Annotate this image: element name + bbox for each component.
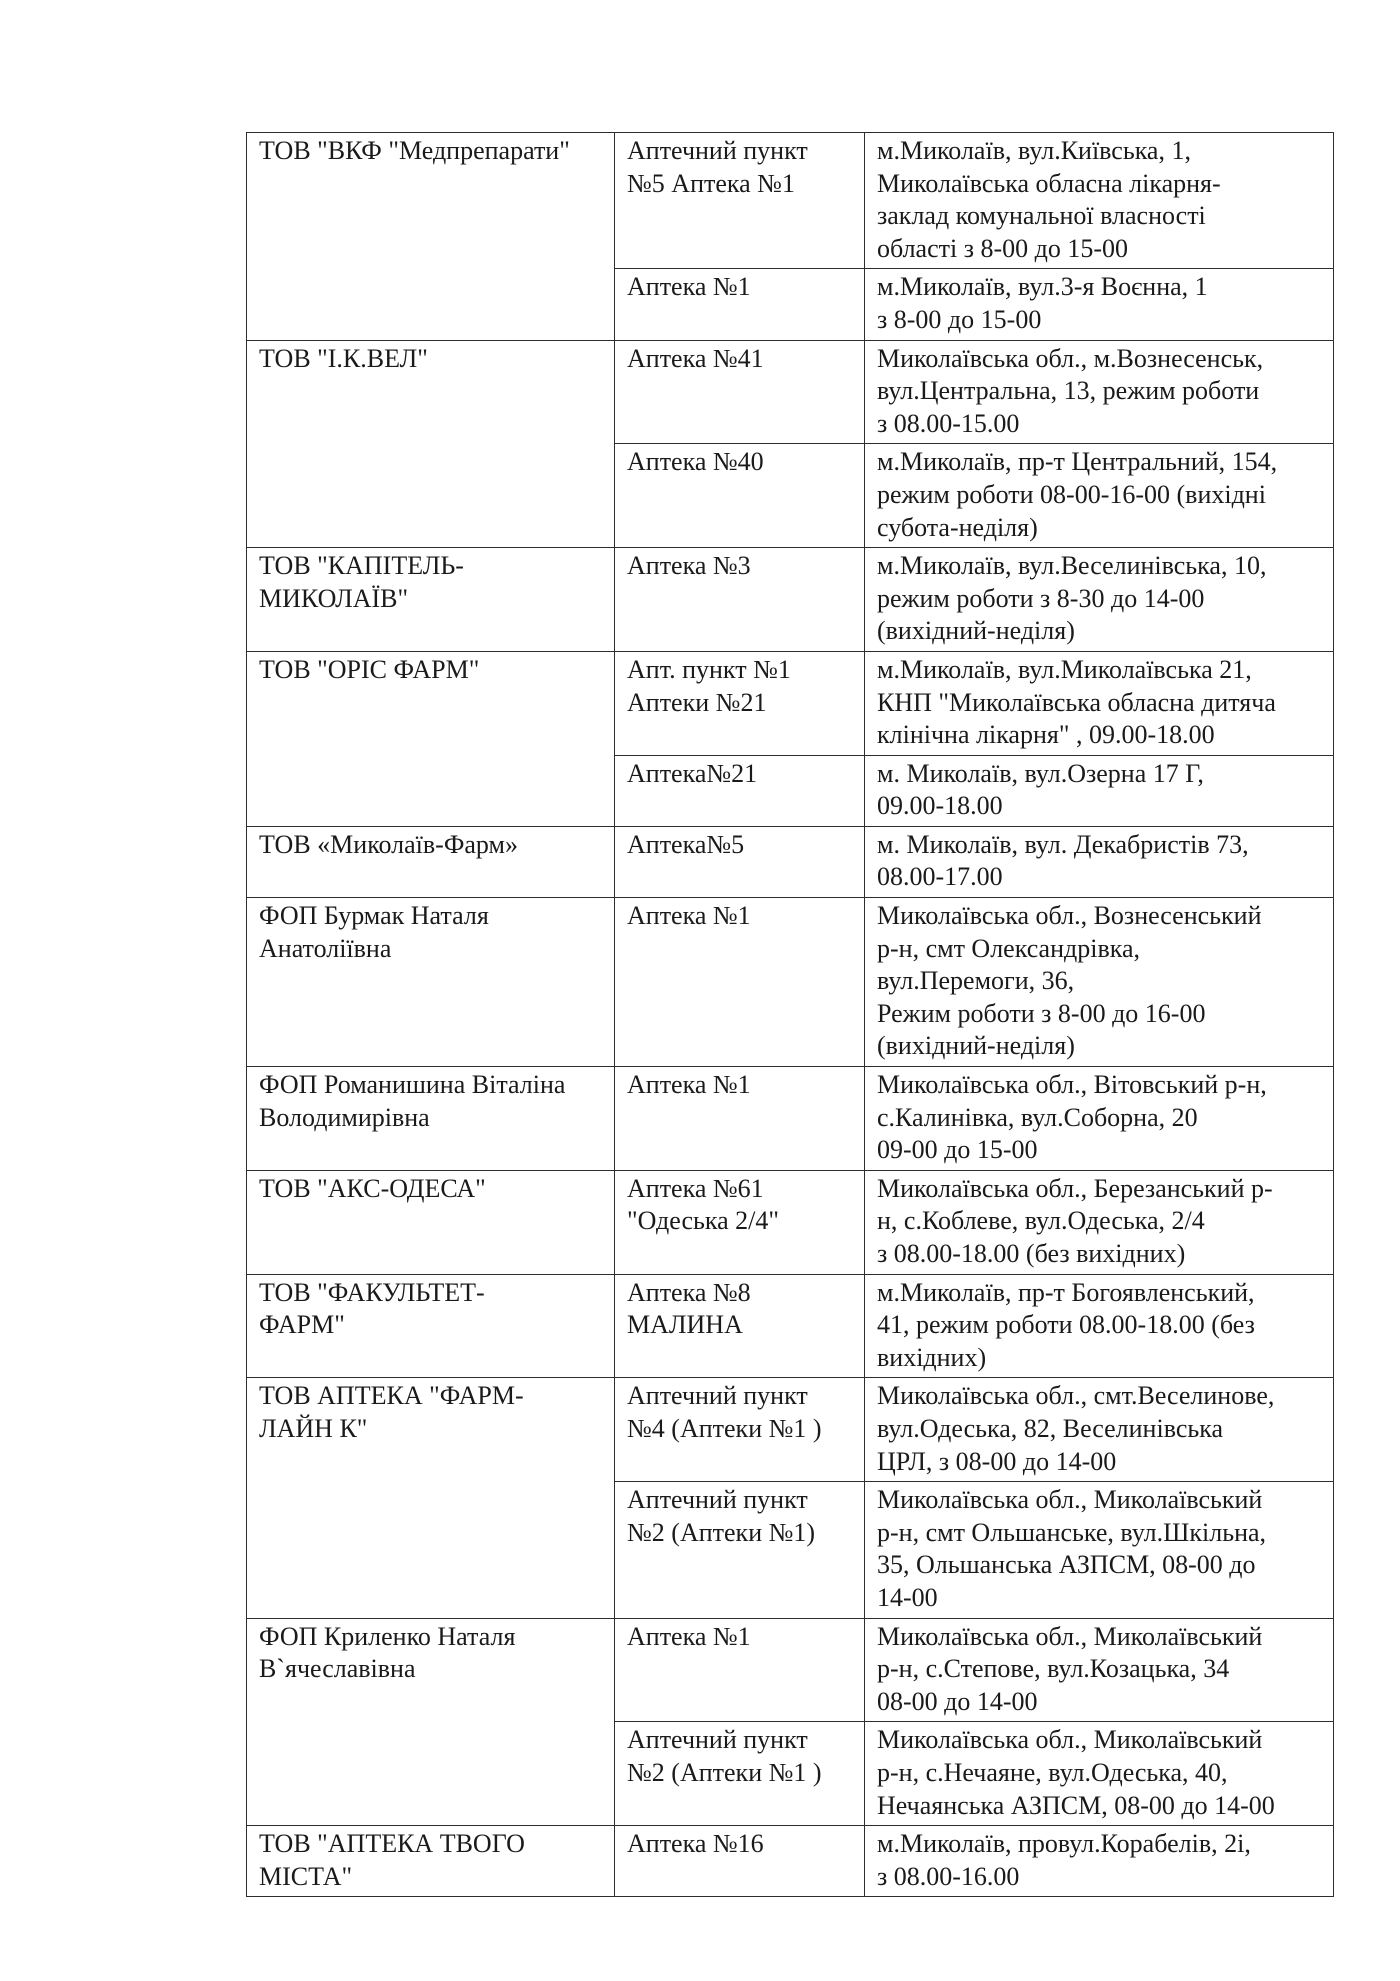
address-cell: м.Миколаїв, провул.Корабелів, 2і, з 08.00-16.00 (865, 1826, 1334, 1897)
table-row (247, 826, 1334, 897)
address-cell: Миколаївська обл., м.Вознесенськ, вул.Центральна, 13, режим роботи з 08.00-15.00 (865, 340, 1334, 444)
address-cell: м.Миколаїв, вул.3-я Воєнна, 1 з 8-00 до 15-00 (865, 269, 1334, 340)
pharmacy-point-cell: Аптека №41 (615, 340, 865, 444)
organization-cell: ТОВ "АПТЕКА ТВОГО МІСТА" (247, 1826, 615, 1897)
pharmacy-point-cell: Аптека №61 "Одеська 2/4" (615, 1170, 865, 1274)
table-row (247, 548, 1334, 652)
pharmacy-point-cell: Аптека№5 (615, 826, 865, 897)
address-cell: м.Миколаїв, вул.Київська, 1, Миколаївська обласна лікарня- заклад комунальної власності області з 8-00 до 15-00 (865, 133, 1334, 269)
organization-cell: ТОВ "І.К.ВЕЛ" (247, 340, 615, 548)
address-cell: Миколаївська обл., Вітовський р-н, с.Калинівка, вул.Соборна, 20 09-00 до 15-00 (865, 1067, 1334, 1171)
address-cell: м.Миколаїв, вул.Миколаївська 21, КНП "Миколаївська обласна дитяча клінічна лікарня" , 09.00-18.00 (865, 651, 1334, 755)
table-row (247, 1826, 1334, 1897)
address-cell: м.Миколаїв, пр-т Богоявленський, 41, режим роботи 08.00-18.00 (без вихідних) (865, 1274, 1334, 1378)
address-cell: м.Миколаїв, вул.Веселинівська, 10, режим роботи з 8-30 до 14-00 (вихідний-неділя) (865, 548, 1334, 652)
address-cell: Миколаївська обл., смт.Веселинове, вул.Одеська, 82, Веселинівська ЦРЛ, з 08-00 до 14-00 (865, 1378, 1334, 1482)
organization-cell: ТОВ «Миколаїв-Фарм» (247, 826, 615, 897)
pharmacy-point-cell: Аптека №16 (615, 1826, 865, 1897)
organization-cell: ТОВ "ФАКУЛЬТЕТ- ФАРМ" (247, 1274, 615, 1378)
address-cell: м. Миколаїв, вул.Озерна 17 Г, 09.00-18.00 (865, 755, 1334, 826)
pharmacy-point-cell: Аптека №8 МАЛИНА (615, 1274, 865, 1378)
pharmacy-point-cell: Аптечний пункт №5 Аптека №1 (615, 133, 865, 269)
organization-cell: ФОП Криленко Наталя В`ячеславівна (247, 1618, 615, 1826)
pharmacy-point-cell: Аптечний пункт №4 (Аптеки №1 ) (615, 1378, 865, 1482)
pharmacy-point-cell: Аптека №1 (615, 1618, 865, 1722)
pharmacy-table (246, 132, 1334, 1897)
pharmacy-point-cell: Аптечний пункт №2 (Аптеки №1 ) (615, 1722, 865, 1826)
organization-cell: ФОП Бурмак Наталя Анатоліївна (247, 898, 615, 1067)
address-cell: м. Миколаїв, вул. Декабристів 73, 08.00-17.00 (865, 826, 1334, 897)
table-row (247, 898, 1334, 1067)
organization-cell: ТОВ "ОРІС ФАРМ" (247, 651, 615, 826)
pharmacy-point-cell: Аптека №1 (615, 269, 865, 340)
organization-cell: ФОП Романишина Віталіна Володимирівна (247, 1067, 615, 1171)
pharmacy-point-cell: Аптечний пункт №2 (Аптеки №1) (615, 1482, 865, 1618)
organization-cell: ТОВ "КАПІТЕЛЬ- МИКОЛАЇВ" (247, 548, 615, 652)
address-cell: Миколаївська обл., Березанський р- н, с.Коблеве, вул.Одеська, 2/4 з 08.00-18.00 (без вихідних) (865, 1170, 1334, 1274)
table-row (247, 1170, 1334, 1274)
table-row (247, 651, 1334, 755)
pharmacy-point-cell: Аптека №1 (615, 1067, 865, 1171)
address-cell: Миколаївська обл., Вознесенський р-н, смт Олександрівка, вул.Перемоги, 36, Режим роботи з 8-00 до 16-00 (вихідний-неділя) (865, 898, 1334, 1067)
address-cell: Миколаївська обл., Миколаївський р-н, смт Ольшанське, вул.Шкільна, 35, Ольшанська АЗПСМ, 08-00 до 14-00 (865, 1482, 1334, 1618)
organization-cell: ТОВ АПТЕКА "ФАРМ- ЛАЙН К" (247, 1378, 615, 1618)
organization-cell: ТОВ "ВКФ "Медпрепарати" (247, 133, 615, 341)
pharmacy-point-cell: Апт. пункт №1 Аптеки №21 (615, 651, 865, 755)
table-row (247, 1067, 1334, 1171)
organization-cell: ТОВ "АКС-ОДЕСА" (247, 1170, 615, 1274)
pharmacy-point-cell: Аптека №1 (615, 898, 865, 1067)
pharmacy-point-cell: Аптека №40 (615, 444, 865, 548)
address-cell: м.Миколаїв, пр-т Центральний, 154, режим роботи 08-00-16-00 (вихідні субота-неділя) (865, 444, 1334, 548)
table-row (247, 1274, 1334, 1378)
table-row (247, 133, 1334, 269)
address-cell: Миколаївська обл., Миколаївський р-н, с.Нечаяне, вул.Одеська, 40, Нечаянська АЗПСМ, 08-00 до 14-00 (865, 1722, 1334, 1826)
table-row (247, 1618, 1334, 1722)
table-row (247, 1378, 1334, 1482)
pharmacy-point-cell: Аптека№21 (615, 755, 865, 826)
table-row (247, 340, 1334, 444)
pharmacy-point-cell: Аптека №3 (615, 548, 865, 652)
address-cell: Миколаївська обл., Миколаївський р-н, с.Степове, вул.Козацька, 34 08-00 до 14-00 (865, 1618, 1334, 1722)
